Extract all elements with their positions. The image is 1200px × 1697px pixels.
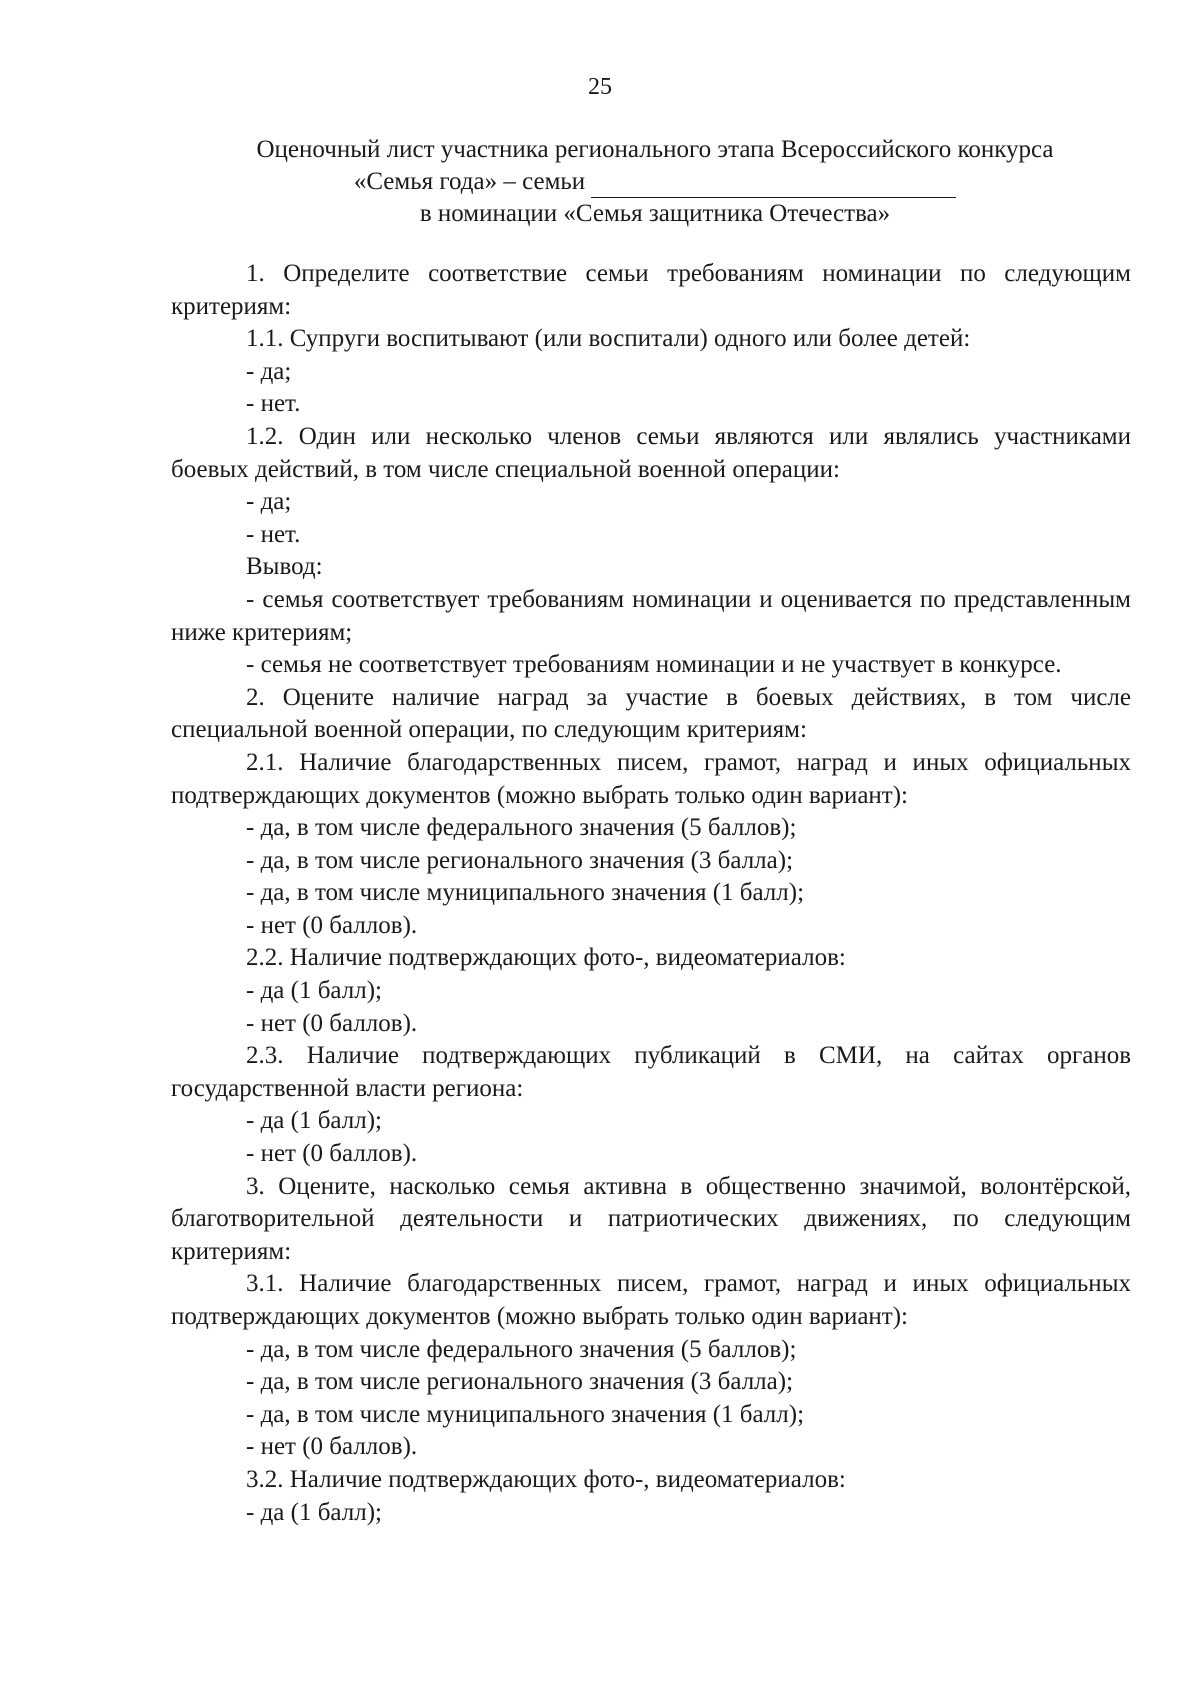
option-line: - да, в том числе федерального значения (5 баллов); bbox=[246, 1335, 797, 1363]
option-line: - да; bbox=[246, 357, 292, 385]
document-heading bbox=[170, 134, 1140, 230]
option-line: 3.2. Наличие подтверждающих фото-, видеоматериалов: bbox=[246, 1465, 846, 1493]
option-line: - нет. bbox=[246, 390, 301, 418]
option-line: - нет. bbox=[246, 520, 301, 548]
option-line: - да (1 балл); bbox=[246, 977, 382, 1005]
option-line: - да, в том числе регионального значения (3 балла); bbox=[246, 846, 794, 874]
document-body bbox=[171, 258, 1131, 1529]
option-line: Вывод: bbox=[246, 553, 323, 581]
option-line: - нет (0 баллов). bbox=[246, 911, 418, 939]
paragraph: - семья соответствует требованиям номинации и оценивается по представленным ниже критериям; bbox=[171, 585, 1131, 646]
heading-line-2 bbox=[170, 166, 1140, 198]
heading-line-2-text: «Семья года» – семьи bbox=[353, 168, 586, 195]
family-name-blank bbox=[591, 171, 956, 198]
option-line: - да, в том числе федерального значения (5 баллов); bbox=[246, 814, 797, 842]
option-line: 2.2. Наличие подтверждающих фото-, видеоматериалов: bbox=[246, 944, 846, 972]
paragraph: 1.1. Супруги воспитывают (или воспитали) одного или более детей: bbox=[246, 325, 971, 353]
option-line: - нет (0 баллов). bbox=[246, 1433, 418, 1461]
heading-line-3: в номинации «Семья защитника Отечества» bbox=[419, 200, 891, 227]
paragraph: 3. Оцените, насколько семья активна в общественно значимой, волонтёрской, благотворительной деятельности и патриотических движениях, по следующим критериям: bbox=[171, 1172, 1131, 1265]
option-line: - да, в том числе регионального значения (3 балла); bbox=[246, 1368, 794, 1396]
page-number: 25 bbox=[588, 74, 612, 100]
paragraph: 1.2. Один или несколько членов семьи являются или являлись участниками боевых действий, в том числе специальной военной операции: bbox=[171, 422, 1131, 483]
paragraph: 3.1. Наличие благодарственных писем, грамот, наград и иных официальных подтверждающих документов (можно выбрать только один вариант): bbox=[171, 1270, 1131, 1330]
paragraph: 1. Определите соответствие семьи требованиям номинации по следующим критериям: bbox=[171, 260, 1131, 320]
paragraph: 2.1. Наличие благодарственных писем, грамот, наград и иных официальных подтверждающих документов (можно выбрать только один вариант): bbox=[171, 748, 1131, 809]
option-line: - да, в том числе муниципального значения (1 балл); bbox=[246, 1400, 805, 1428]
option-line: - да (1 балл); bbox=[246, 1107, 382, 1135]
paragraph: 2.3. Наличие подтверждающих публикаций в СМИ, на сайтах органов государственной власти региона: bbox=[171, 1042, 1131, 1102]
heading-line-1: Оценочный лист участника регионального этапа Всероссийского конкурса bbox=[256, 136, 1054, 163]
paragraph: - семья не соответствует требованиям номинации и не участвует в конкурсе. bbox=[246, 651, 1062, 679]
paragraph: 2. Оцените наличие наград за участие в боевых действиях, в том числе специальной военной операции, по следующим критериям: bbox=[171, 683, 1131, 744]
option-line: - нет (0 баллов). bbox=[246, 1140, 418, 1168]
option-line: - да, в том числе муниципального значения (1 балл); bbox=[246, 879, 805, 907]
option-line: - да (1 балл); bbox=[246, 1498, 382, 1526]
option-line: - нет (0 баллов). bbox=[246, 1009, 418, 1037]
option-line: - да; bbox=[246, 488, 292, 516]
